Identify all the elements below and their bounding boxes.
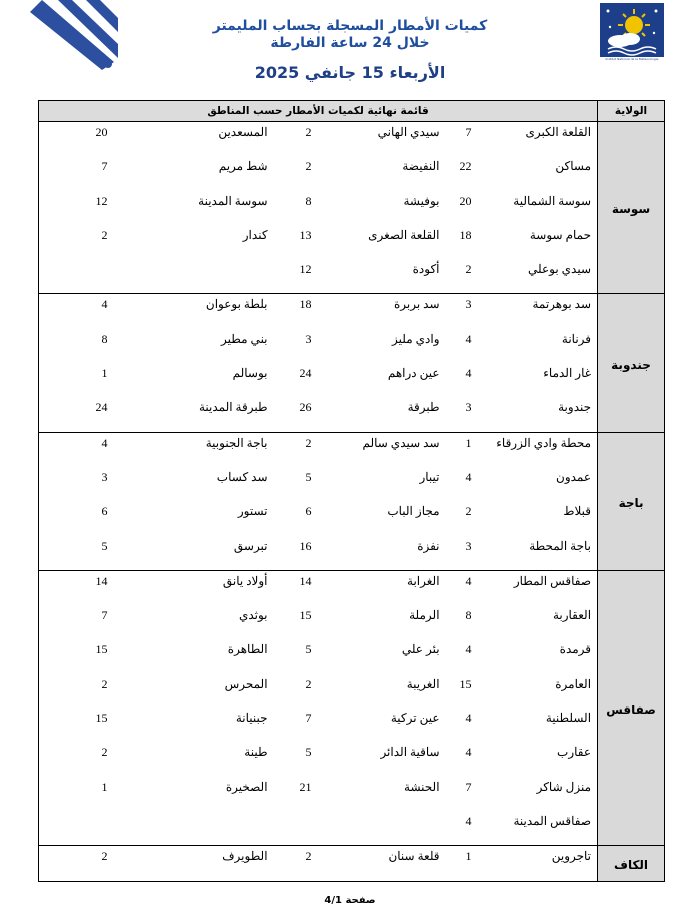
station-name: قبلاط xyxy=(482,501,598,535)
rainfall-value xyxy=(39,811,118,846)
rainfall-value: 15 xyxy=(39,639,118,673)
table-row xyxy=(39,605,665,639)
governorate-name: جندوبة xyxy=(598,294,665,432)
station-name: سد بربرة xyxy=(393,297,440,312)
station-name: بلطة بوعوان xyxy=(205,297,268,312)
governorate-name: صفاقس xyxy=(598,570,665,845)
decorative-stripes-logo xyxy=(30,0,120,70)
table-row xyxy=(39,742,665,776)
station-name: سيدي الهاني xyxy=(377,125,440,139)
rainfall-value: 7 xyxy=(39,605,118,639)
rainfall-value: 12 xyxy=(39,191,118,225)
rainfall-value: 24 xyxy=(39,397,118,432)
station-name: العقاربة xyxy=(482,605,598,639)
station-name: باجة الجنوبية xyxy=(205,435,268,450)
table-row xyxy=(39,294,665,329)
table-row xyxy=(39,846,665,881)
rainfall-value: 26 xyxy=(274,397,322,432)
station-name: بني مطير xyxy=(221,331,268,346)
station-name: باجة المحطة xyxy=(482,536,598,571)
station-name: بئر علي xyxy=(401,642,440,657)
table-row xyxy=(39,259,665,294)
rainfall-value: 15 xyxy=(299,608,312,623)
rainfall-value: 5 xyxy=(305,642,312,657)
rainfall-value: 2 xyxy=(446,259,482,294)
station-name: عين تركية xyxy=(390,711,440,726)
rainfall-value: 4 xyxy=(39,432,118,467)
rainfall-value: 14 xyxy=(39,570,118,605)
station-name: سد سيدي سالم xyxy=(362,435,440,450)
station-name: القلعة الكبرى xyxy=(482,122,598,157)
rainfall-value: 2 xyxy=(305,125,312,139)
station-name: تاجروين xyxy=(482,846,598,881)
rainfall-value: 4 xyxy=(39,294,118,329)
station-name: الحنشة xyxy=(404,779,440,794)
station-name: الرملة xyxy=(409,608,440,623)
rainfall-value: 3 xyxy=(39,467,118,501)
table-row xyxy=(39,536,665,571)
station-name: غار الدماء xyxy=(482,363,598,397)
rainfall-value: 8 xyxy=(465,608,472,623)
station-name: بوفيشة xyxy=(403,193,440,208)
station-name: طبرقة xyxy=(322,397,446,432)
sun-cloud-icon xyxy=(600,3,664,57)
rainfall-value: 6 xyxy=(305,504,312,519)
rainfall-value: 2 xyxy=(39,674,118,708)
station-name: بوسالم xyxy=(232,366,268,381)
rainfall-value: 7 xyxy=(465,779,472,794)
table-row xyxy=(39,122,665,157)
rainfall-table xyxy=(38,100,665,882)
station-name: المسعدين xyxy=(218,125,268,139)
station-name: الصخيرة xyxy=(225,779,268,794)
station-name: طبرقة المدينة xyxy=(118,397,274,432)
rainfall-value: 4 xyxy=(465,711,472,726)
station-name: قرمدة xyxy=(482,639,598,673)
rainfall-value: 12 xyxy=(274,259,322,294)
station-name: قلعة سنان xyxy=(322,846,446,881)
table-row xyxy=(39,811,665,846)
rainfall-value: 3 xyxy=(446,397,482,432)
title-line-2: خلال 24 ساعة الفارطة xyxy=(270,35,430,51)
rainfall-value: 4 xyxy=(465,469,472,484)
rainfall-value: 14 xyxy=(299,573,312,588)
rainfall-value: 3 xyxy=(465,297,472,312)
rainfall-value: 4 xyxy=(465,642,472,657)
station-name xyxy=(118,811,274,846)
rainfall-value: 15 xyxy=(459,676,472,691)
rainfall-value: 5 xyxy=(305,469,312,484)
rainfall-value: 20 xyxy=(39,122,118,157)
station-name: جندوبة xyxy=(482,397,598,432)
table-row xyxy=(39,329,665,363)
rainfall-value: 2 xyxy=(39,846,118,881)
governorate-header: الولاية xyxy=(598,101,665,122)
report-title xyxy=(200,18,500,52)
station-name: تستور xyxy=(237,504,268,519)
rainfall-value: 4 xyxy=(465,573,472,588)
rainfall-value: 8 xyxy=(305,193,312,208)
rainfall-value: 1 xyxy=(465,435,472,450)
table-row xyxy=(39,708,665,742)
report-date: الأربعاء 15 جانفي 2025 xyxy=(254,63,446,82)
rainfall-value: 2 xyxy=(305,676,312,691)
station-name: عقارب xyxy=(482,742,598,776)
rainfall-value: 1 xyxy=(39,777,118,811)
station-name: شط مريم xyxy=(218,159,268,174)
station-name: الطويرف xyxy=(118,846,274,881)
governorate-name: سوسة xyxy=(598,122,665,294)
rainfall-value: 4 xyxy=(446,811,482,846)
rainfall-value: 4 xyxy=(465,366,472,381)
station-name: سوسة المدينة xyxy=(198,193,268,208)
table-row xyxy=(39,674,665,708)
station-name: ساقية الدائر xyxy=(380,745,440,760)
station-name: عين دراهم xyxy=(387,366,440,381)
rainfall-value: 2 xyxy=(465,504,472,519)
rainfall-value: 5 xyxy=(305,745,312,760)
title-line-1: كميات الأمطار المسجلة بحساب المليمتر xyxy=(212,18,488,34)
rainfall-value: 8 xyxy=(39,329,118,363)
rainfall-value: 1 xyxy=(446,846,482,881)
station-name: العامرة xyxy=(482,674,598,708)
station-name: المحرس xyxy=(224,676,268,691)
station-name: سد بوهرتمة xyxy=(482,294,598,329)
station-name: القلعة الصغرى xyxy=(368,227,440,242)
table-row xyxy=(39,639,665,673)
rainfall-value xyxy=(39,259,118,294)
institute-logo xyxy=(600,3,664,65)
station-name: وادي مليز xyxy=(392,331,440,346)
rainfall-value: 4 xyxy=(465,331,472,346)
station-name: عمدون xyxy=(482,467,598,501)
station-name: حمام سوسة xyxy=(482,225,598,259)
station-name: مجاز الباب xyxy=(387,504,440,519)
table-row xyxy=(39,363,665,397)
rainfall-value: 20 xyxy=(459,193,472,208)
station-name xyxy=(118,259,274,294)
rainfall-value: 7 xyxy=(39,156,118,190)
rainfall-value: 13 xyxy=(299,227,312,242)
station-name: محطة وادي الزرقاء xyxy=(482,432,598,467)
station-name: الغرابة xyxy=(407,573,440,588)
table-row xyxy=(39,777,665,811)
station-name: نفزة xyxy=(322,536,446,571)
table-row xyxy=(39,432,665,467)
rainfall-value: 2 xyxy=(39,742,118,776)
rainfall-value: 18 xyxy=(459,227,472,242)
station-name: أولاد يانق xyxy=(222,573,268,588)
station-name: سد كساب xyxy=(216,469,268,484)
rainfall-value: 3 xyxy=(446,536,482,571)
station-name: تيبار xyxy=(419,469,440,484)
rainfall-value: 21 xyxy=(299,779,312,794)
rainfall-value: 6 xyxy=(39,501,118,535)
station-name: النفيضة xyxy=(402,159,440,174)
rainfall-value: 7 xyxy=(465,125,472,139)
table-row xyxy=(39,501,665,535)
page-number: صفحة 4/1 xyxy=(324,895,376,906)
rainfall-value: 4 xyxy=(465,745,472,760)
station-name: أكودة xyxy=(322,259,446,294)
station-name: طينة xyxy=(244,745,268,760)
rainfall-value: 15 xyxy=(39,708,118,742)
station-name: كندار xyxy=(242,227,268,242)
station-name: جبنيانة xyxy=(235,711,268,726)
rainfall-value: 2 xyxy=(274,846,322,881)
rainfall-value: 7 xyxy=(305,711,312,726)
station-name: بوثدي xyxy=(238,608,268,623)
station-name xyxy=(322,811,446,846)
rainfall-value: 3 xyxy=(305,331,312,346)
station-name: فرنانة xyxy=(482,329,598,363)
rainfall-value: 5 xyxy=(39,536,118,571)
rainfall-value: 2 xyxy=(305,435,312,450)
governorate-name: الكاف xyxy=(598,846,665,881)
table-row xyxy=(39,467,665,501)
station-name: سوسة الشمالية xyxy=(482,191,598,225)
table-row xyxy=(39,225,665,259)
table-row xyxy=(39,191,665,225)
station-name: الطاهرة xyxy=(227,642,268,657)
rainfall-value: 2 xyxy=(305,159,312,174)
table-title-header: قائمة نهائية لكميات الأمطار حسب المناطق xyxy=(39,101,598,122)
station-name: منزل شاكر xyxy=(482,777,598,811)
station-name: سيدي بوعلي xyxy=(482,259,598,294)
rainfall-value: 24 xyxy=(299,366,312,381)
table-row xyxy=(39,570,665,605)
station-name: تبرسق xyxy=(118,536,274,571)
station-name: السلطنية xyxy=(482,708,598,742)
rainfall-value: 16 xyxy=(274,536,322,571)
station-name: مساكن xyxy=(482,156,598,190)
table-row xyxy=(39,397,665,432)
table-row xyxy=(39,156,665,190)
rainfall-value: 2 xyxy=(39,225,118,259)
governorate-name: باجة xyxy=(598,432,665,570)
station-name: صفاقس المدينة xyxy=(482,811,598,846)
rainfall-value: 1 xyxy=(39,363,118,397)
station-name: صفاقس المطار xyxy=(482,570,598,605)
rainfall-value: 22 xyxy=(459,159,472,174)
rainfall-value xyxy=(274,811,322,846)
station-name: الغريبة xyxy=(406,676,440,691)
rainfall-value: 18 xyxy=(299,297,312,312)
institute-name: Institut National de la Météorologie xyxy=(600,57,664,65)
